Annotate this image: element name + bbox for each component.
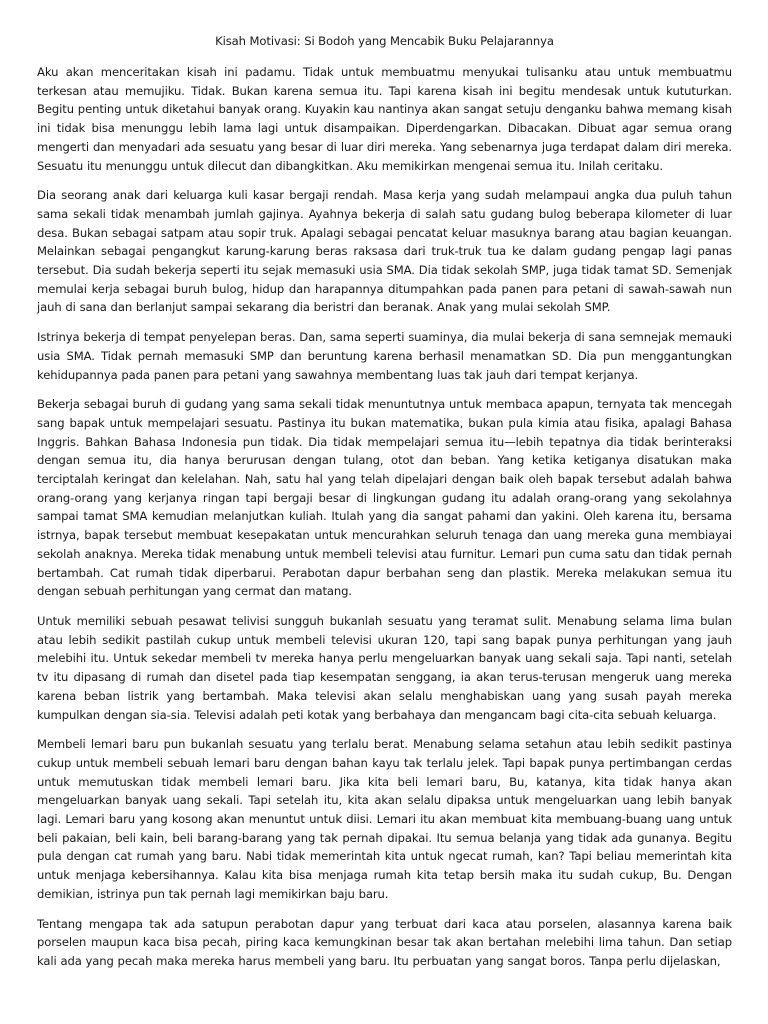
paragraph-6: Membeli lemari baru pun bukanlah sesuatu yang terlalu berat. Menabung selama setahun atau lebih sedikit pastinya cukup untuk membeli sebuah lemari baru dengan bahan kayu tak terlalu jelek. Tapi bapak punya pertimbangan cerdas untuk memutuskan tidak membeli lemari baru. Jika kita beli lemari baru, Bu, katanya, kita tidak hanya akan mengeluarkan banyak uang sekali. Tapi setelah itu, kita akan selalu dipaksa untuk mengeluarkan uang lebih banyak lagi. Lemari baru yang kosong akan menuntut untuk diisi. Lemari itu akan membuat kita membuang-buang uang untuk beli pakaian, beli kain, beli barang-barang yang tak pernah dipakai. Itu semua belanja yang tidak ada gunanya. Begitu pula dengan cat rumah yang baru. Nabi tidak memerintah kita untuk ngecat rumah, kan? Tapi beliau memerintah kita untuk menjaga kebersihannya. Kalau kita bisa menjaga rumah kita tetap bersih maka itu sudah cukup, Bu. Dengan demikian, istrinya pun tak pernah lagi memikirkan baju baru.: [37, 737, 732, 901]
paragraph-3: Istrinya bekerja di tempat penyelepan beras. Dan, sama seperti suaminya, dia mulai bekerja di sana semnejak memauki usia SMA. Tidak pernah memasuki SMP dan beruntung karena berhasil menamatkan SD. Dia pun menggantungkan kehidupannya pada panen para petani yang sawahnya membentang luas tak jauh dari tempat kerjanya.: [37, 330, 732, 382]
paragraph-1: Aku akan menceritakan kisah ini padamu. Tidak untuk membuatmu menyukai tulisanku atau untuk membuatmu terkesan atau memujiku. Tidak. Bukan karena semua itu. Tapi karena kisah ini begitu mendesak untuk kututurkan. Begitu penting untuk diketahui banyak orang. Kuyakin kau nantinya akan sangat setuju denganku bahwa memang kisah ini tidak bisa menunggu lebih lama lagi untuk disampaikan. Diperdengarkan. Dibacakan. Dibuat agar semua orang mengerti dan menyadari ada sesuatu yang besar di luar diri mereka. Yang sebenarnya juga terdapat dalam diri mereka. Sesuatu itu menunggu untuk dilecut dan dibangkitkan. Aku memikirkan mengenai semua itu. Inilah ceritaku.: [37, 65, 732, 173]
document-page: [37, 32, 732, 982]
paragraph-5: Untuk memiliki sebuah pesawat telivisi sungguh bukanlah sesuatu yang teramat sulit. Menabung selama lima bulan atau lebih sedikit pastilah cukup untuk membeli televisi ukuran 120, tapi sang bapak punya perhitungan yang jauh melebihi itu. Untuk sekedar membeli tv mereka hanya perlu mengeluarkan banyak uang sekali saja. Tapi nanti, setelah tv itu dipasang di rumah dan disetel pada tiap kesempatan senggang, ia akan terus-terusan mengeruk uang mereka karena beban listrik yang bertambah. Maka televisi akan selalu menghabiskan uang yang susah payah mereka kumpulkan dengan sia-sia. Televisi adalah peti kotak yang berbahaya dan mengancam bagi cita-cita sebuah keluarga.: [37, 613, 732, 722]
paragraph-7: Tentang mengapa tak ada satupun perabotan dapur yang terbuat dari kaca atau porselen, alasannya karena baik porselen maupun kaca bisa pecah, piring kaca kemungkinan besar tak akan bertahan melebihi lima tahun. Dan setiap kali ada yang pecah maka mereka harus membeli yang baru. Itu perbuatan yang sangat boros. Tanpa perlu dijelaskan,: [37, 916, 732, 968]
document-title: Kisah Motivasi: Si Bodoh yang Mencabik Buku Pelajarannya: [215, 34, 554, 48]
paragraph-4: Bekerja sebagai buruh di gudang yang sama sekali tidak menuntutnya untuk membaca apapun, ternyata tak mencegah sang bapak untuk mempelajari sesuatu. Pastinya itu bukan matematika, bukan pula kimia atau fisika, apalagi Bahasa Inggris. Bahkan Bahasa Indonesia pun tidak. Dia tidak mempelajari semua itu—lebih tepatnya dia tidak berinteraksi dengan semua itu, dia hanya berurusan dengan tulang, otot dan beban. Yang ketika ketiganya disatukan maka terciptalah keringat dan kelelahan. Nah, satu hal yang telah dipelajari dengan baik oleh bapak tersebut adalah bahwa orang-orang yang kerjanya ringan tapi bergaji besar di lingkungan gudang itu adalah orang-orang yang sekolahnya sampai tamat SMA kemudian melanjutkan kuliah. Itulah yang dia sangat pahami dan yakini. Oleh karena itu, bersama istrnya, bapak tersebut membuat kesepakatan untuk mencurahkan seluruh tenaga dan uang mereka guna membiayai sekolah anaknya. Mereka tidak menabung untuk membeli televisi atau furnitur. Lemari pun cuma satu dan tidak pernah bertambah. Cat rumah tidak diperbarui. Perabotan dapur berbahan seng dan plastik. Mereka melakukan semua itu dengan sebuah perhitungan yang cermat dan matang.: [37, 397, 732, 599]
paragraph-2: Dia seorang anak dari keluarga kuli kasar bergaji rendah. Masa kerja yang sudah melampaui angka dua puluh tahun sama sekali tidak menambah jumlah gajinya. Ayahnya bekerja di salah satu gudang bulog beberapa kilometer di luar desa. Bukan sebagai satpam atau sopir truk. Apalagi sebagai pencatat keluar masuknya barang atau bagian keuangan. Melainkan sebagai pengangkut karung-karung beras raksasa dari truk-truk tua ke dalam gudang pengap lagi panas tersebut. Dia sudah bekerja seperti itu sejak memasuki usia SMA. Dia tidak sekolah SMP, juga tidak tamat SD. Semenjak memulai kerja sebagai buruh bulog, hidup dan harapannya ditumpahkan pada panen para petani di sawah-sawah nun jauh di sana dan berlanjut sampai sekarang dia beristri dan beranak. Anak yang mulai sekolah SMP.: [37, 188, 732, 315]
